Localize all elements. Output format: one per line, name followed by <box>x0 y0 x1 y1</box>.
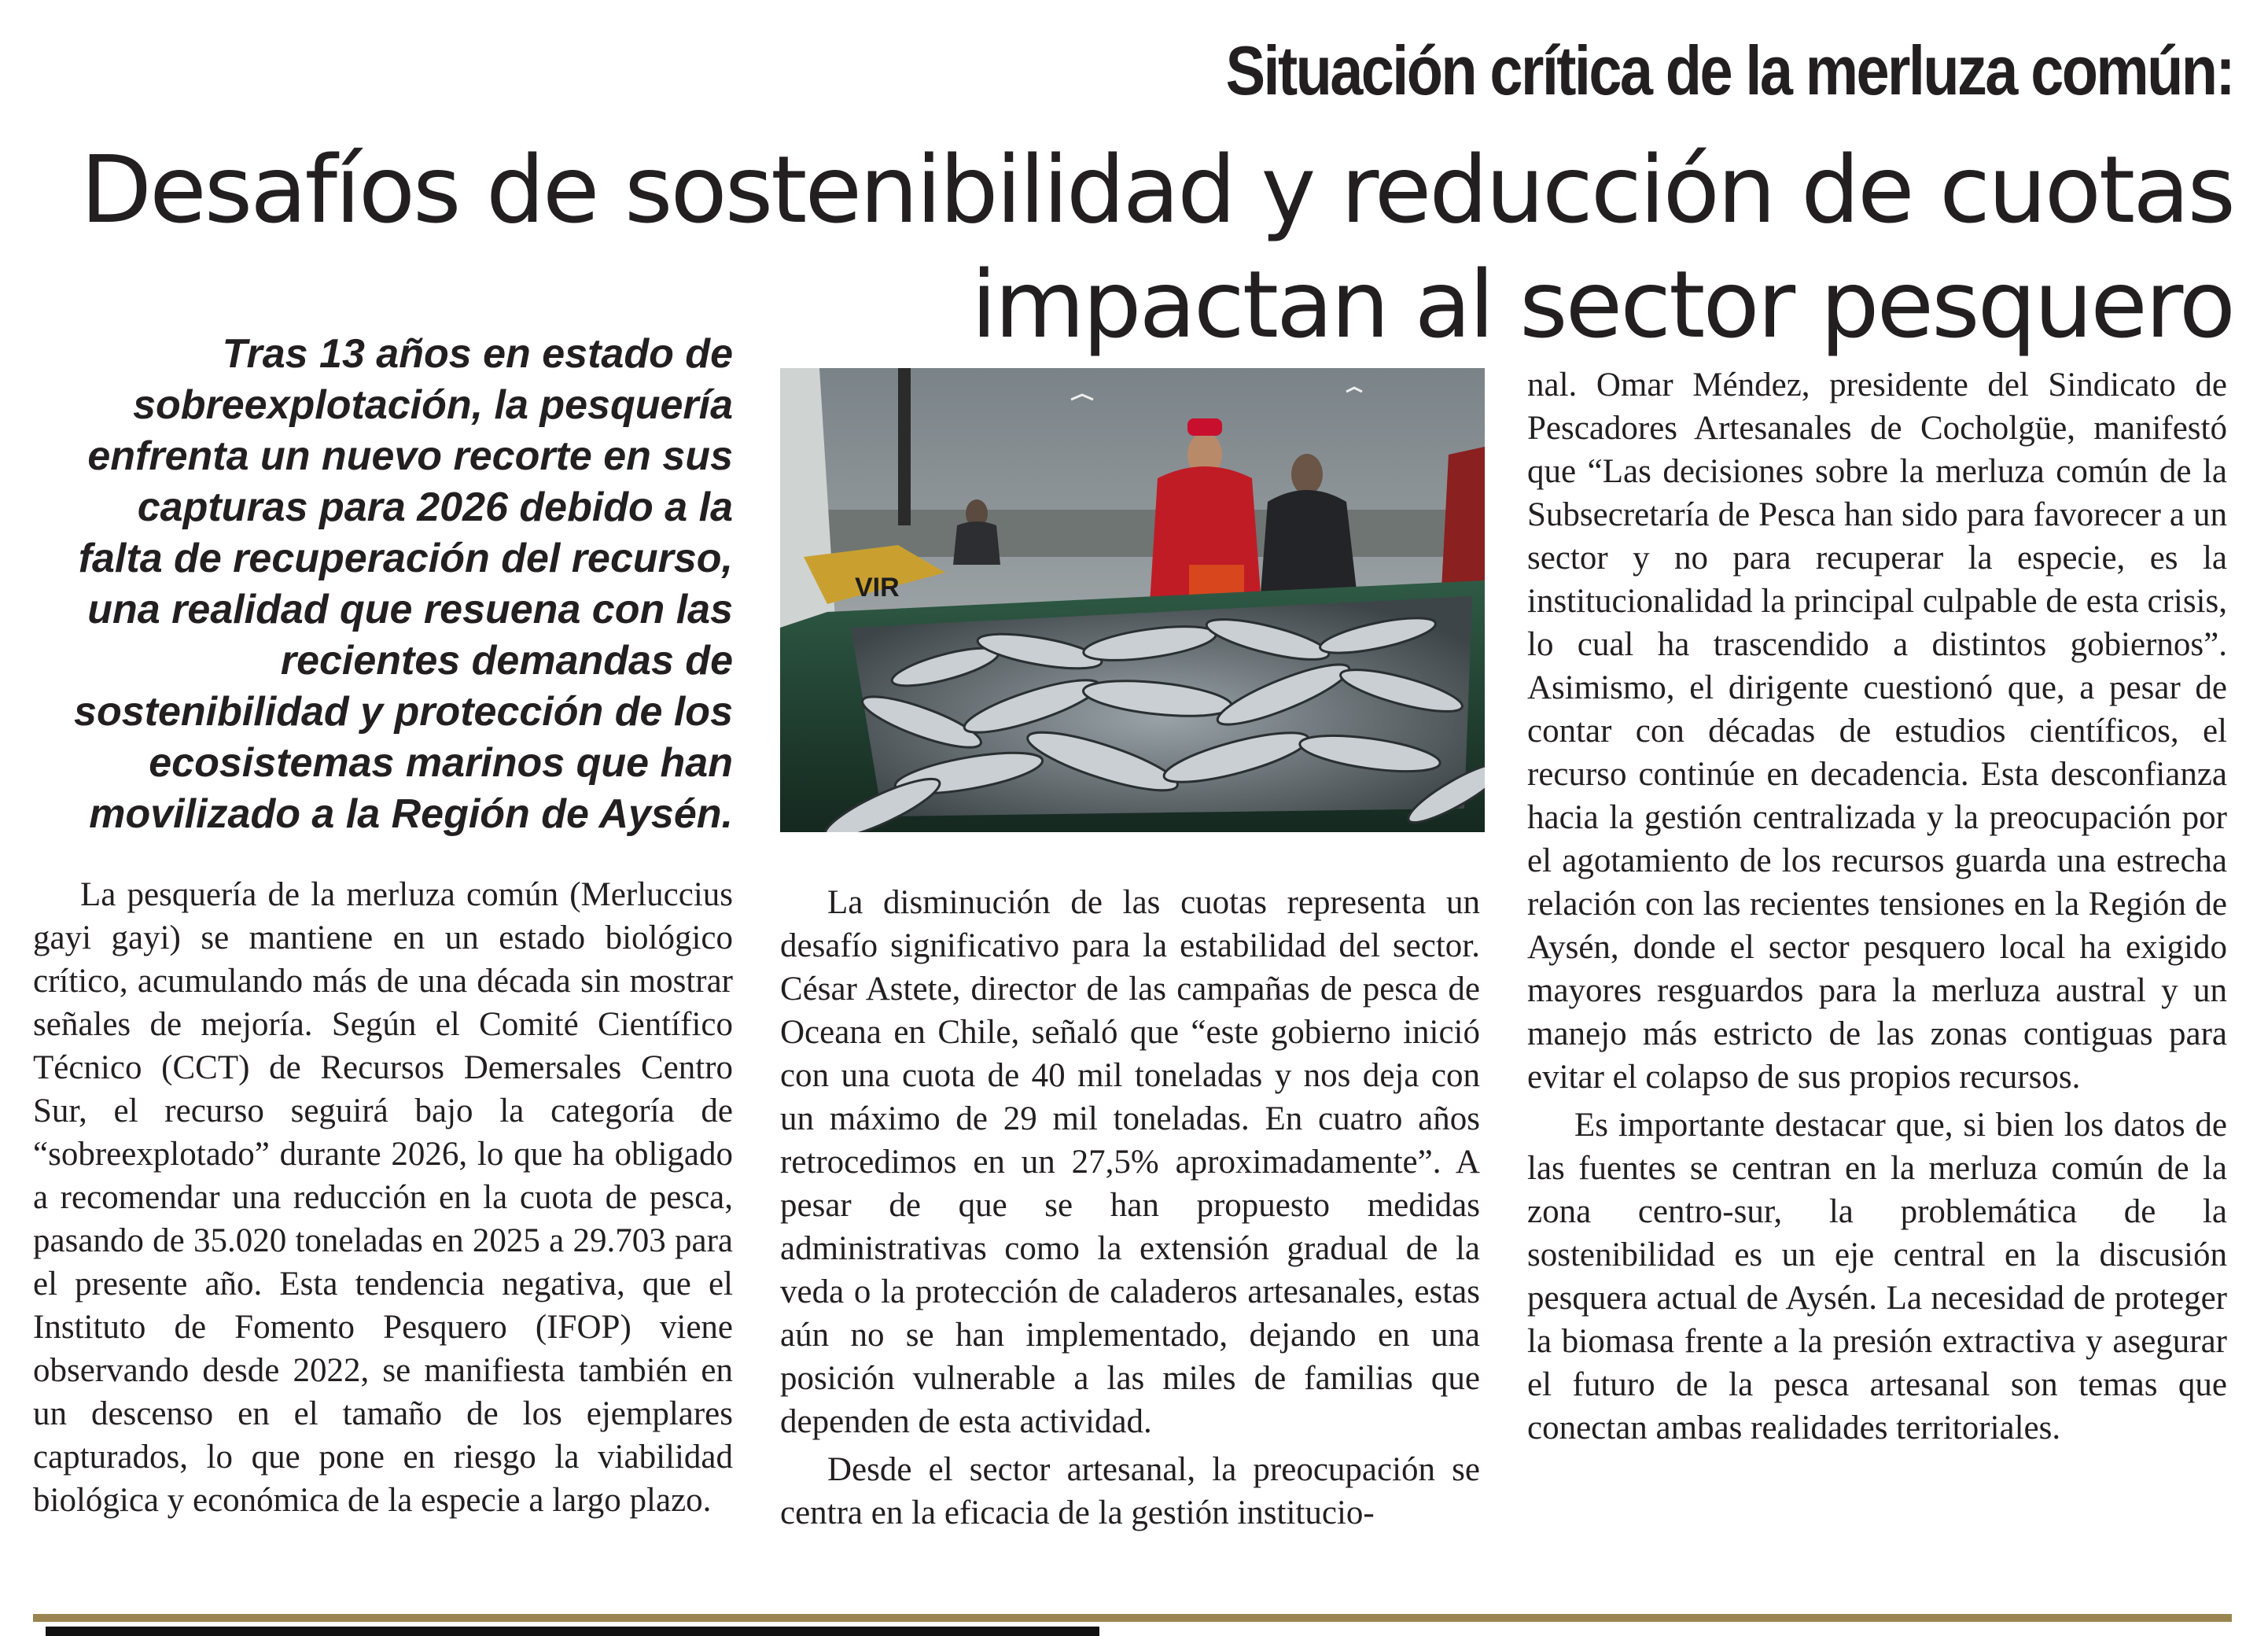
article-lead: Tras 13 años en estado de sobreexplotación, la pesquería enfrenta un nuevo recorte en sus capturas para 2026 debido a la falta de recuperación del recurso, una realidad que resuena con las recientes demandas de sostenibilidad y protección de los ecosistemas marinos que han movilizado a la Región de Aysén. <box>74 331 733 837</box>
article-column-2 <box>780 881 1480 1535</box>
body-paragraph: La disminución de las cuotas representa un desafío significativo para la estabilidad del sector. César Astete, director de las campañas de pesca de Oceana en Chile, señaló que “este gobierno inició con una cuota de 40 mil toneladas y nos deja con un máximo de 29 mil toneladas. En cuatro años retrocedimos en un 27,5% aproximadamente”. A pesar de que se han propuesto medidas administrativas como la extensión gradual de la veda o la protección de caladeros artesanales, estas aún no se han implementado, dejando en una posición vulnerable a las miles de familias que dependen de esta actividad. <box>780 884 1480 1440</box>
article-column-1 <box>33 873 733 1522</box>
boat-label: VIR <box>855 573 900 602</box>
bottom-band <box>46 1627 1099 1636</box>
body-paragraph: Es importante destacar que, si bien los datos de las fuentes se centran en la merluza común de la zona centro-sur, la problemática de la sostenibilidad es un eje central en la discusión pesquera actual de Aysén. La necesidad de proteger la biomasa frente a la presión extractiva y asegurar el futuro de la pesca artesanal son temas que conectan ambas realidades territoriales. <box>1527 1107 2227 1446</box>
bottom-rule <box>33 1614 2232 1622</box>
article-kicker: Situación crítica de la merluza común: <box>1225 31 2233 109</box>
article-headline: Desafíos de sostenibilidad y reducción de cuotas impactan al sector pesquero <box>80 135 2233 359</box>
article-column-3 <box>1527 363 2227 1450</box>
fishermen-photo <box>780 368 1485 832</box>
body-paragraph: Desde el sector artesanal, la preocupación se centra en la eficacia de la gestión institucio- <box>780 1451 1480 1531</box>
body-paragraph: nal. Omar Méndez, presidente del Sindicato de Pescadores Artesanales de Cocholgüe, manifestó que “Las decisiones sobre la merluza común de la Subsecretaría de Pesca han sido para favorecer a un sector y no para recuperar la especie, es la institucionalidad la principal culpable de esta crisis, lo cual ha trascendido a distintos gobiernos”. Asimismo, el dirigente cuestionó que, a pesar de contar con décadas de estudios científicos, el recurso continúe en decadencia. Esta desconfianza hacia la gestión centralizada y la preocupación por el agotamiento de los recursos guarda una estrecha relación con las recientes tensiones en la Región de Aysén, donde el sector pesquero local ha exigido mayores resguardos para la merluza austral y un manejo más estricto de las zonas contiguas para evitar el colapso de sus propios recursos. <box>1527 367 2227 1096</box>
body-paragraph: La pesquería de la merluza común (Merluccius gayi gayi) se mantiene en un estado biológico crítico, acumulando más de una década sin mostrar señales de mejoría. Según el Comité Científico Técnico (CCT) de Recursos Demersales Centro Sur, el recurso seguirá bajo la categoría de “sobreexplotado” durante 2026, lo que ha obligado a recomendar una reducción en la cuota de pesca, pasando de 35.020 toneladas en 2025 a 29.703 para el presente año. Esta tendencia negativa, que el Instituto de Fomento Pesquero (IFOP) viene observando desde 2022, se manifiesta también en un descenso en el tamaño de los ejemplares capturados, lo que pone en riesgo la viabilidad biológica y económica de la especie a largo plazo. <box>33 876 733 1519</box>
